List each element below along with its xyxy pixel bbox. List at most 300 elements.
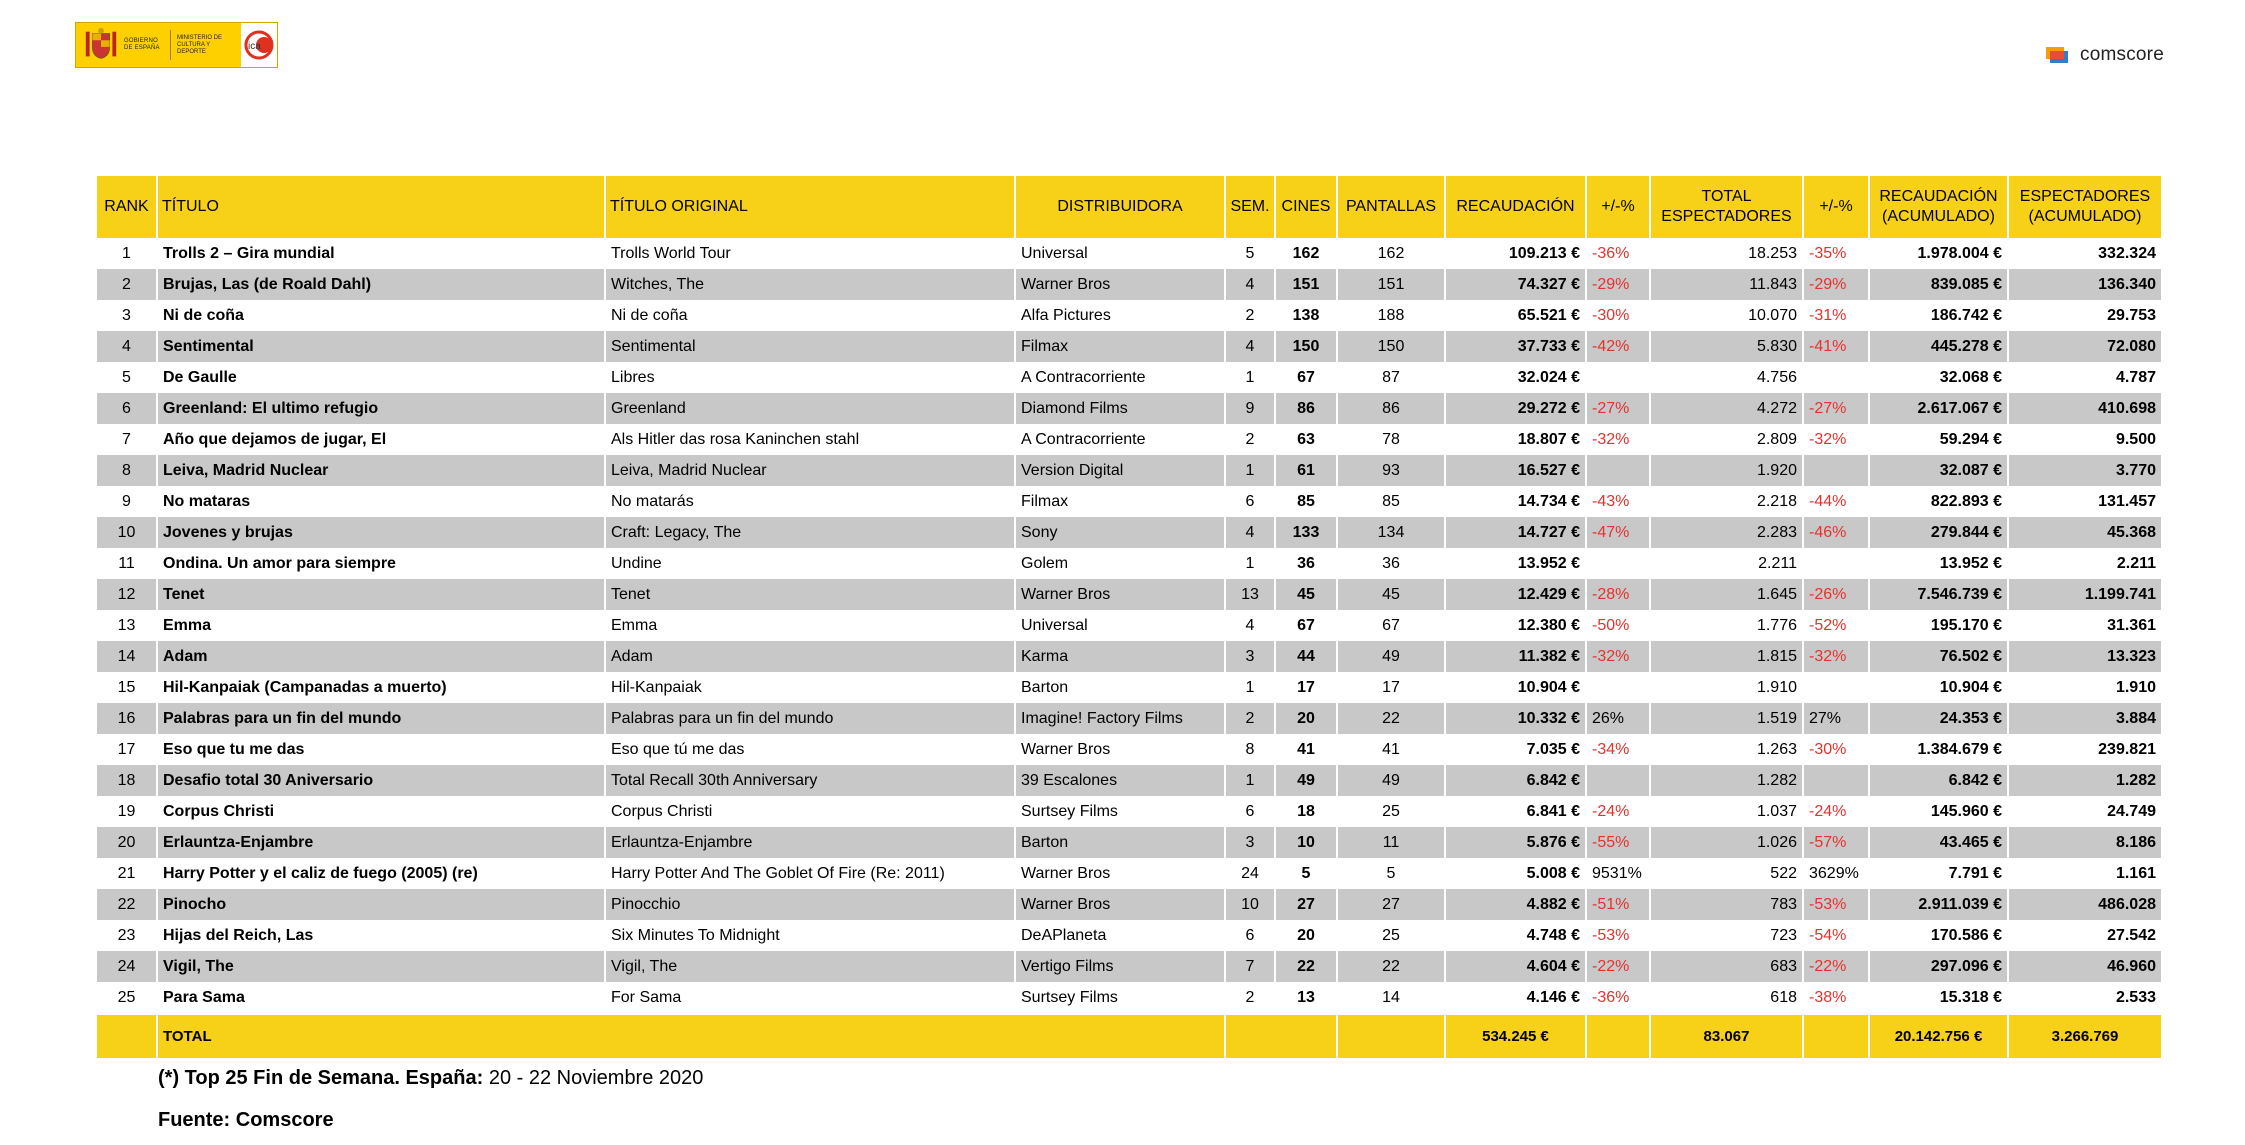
header-espectadores-acumulado: ESPECTADORES (ACUMULADO) <box>2008 176 2162 238</box>
cell-distribuidora: Sony <box>1015 517 1225 548</box>
cell-total-espectadores: 2.218 <box>1650 486 1803 517</box>
footnote-title: (*) Top 25 Fin de Semana. España: <box>158 1067 484 1089</box>
table-row <box>97 486 2162 517</box>
cell-pantallas: 78 <box>1337 424 1445 455</box>
total-recaudacion-acumulado: 20.142.756 € <box>1869 1014 2008 1058</box>
cell-pantallas: 87 <box>1337 362 1445 393</box>
cell-variacion-espectadores: -26% <box>1803 579 1869 610</box>
cell-recaudacion: 6.842 € <box>1445 765 1586 796</box>
cell-total-espectadores: 11.843 <box>1650 269 1803 300</box>
cell-espectadores-acumulado: 2.211 <box>2008 548 2162 579</box>
cell-espectadores-acumulado: 1.161 <box>2008 858 2162 889</box>
table-body <box>97 238 2162 1014</box>
cell-recaudacion: 14.727 € <box>1445 517 1586 548</box>
cell-titulo-original: Harry Potter And The Goblet Of Fire (Re: 2011) <box>605 858 1015 889</box>
cell-espectadores-acumulado: 9.500 <box>2008 424 2162 455</box>
cell-espectadores-acumulado: 13.323 <box>2008 641 2162 672</box>
cell-semanas: 10 <box>1225 889 1275 920</box>
cell-total-espectadores: 4.756 <box>1650 362 1803 393</box>
cell-variacion-recaudacion: -34% <box>1586 734 1650 765</box>
cell-distribuidora: Warner Bros <box>1015 858 1225 889</box>
cell-semanas: 24 <box>1225 858 1275 889</box>
comscore-icon <box>2046 45 2072 65</box>
cell-semanas: 4 <box>1225 331 1275 362</box>
cell-distribuidora: Barton <box>1015 827 1225 858</box>
cell-recaudacion-acumulado: 6.842 € <box>1869 765 2008 796</box>
cell-total-espectadores: 2.809 <box>1650 424 1803 455</box>
ministry-logo <box>75 22 278 68</box>
cell-distribuidora: Filmax <box>1015 486 1225 517</box>
cell-total-espectadores: 1.519 <box>1650 703 1803 734</box>
cell-recaudacion: 10.332 € <box>1445 703 1586 734</box>
cell-cines: 10 <box>1275 827 1337 858</box>
cell-variacion-espectadores: -32% <box>1803 641 1869 672</box>
cell-recaudacion: 37.733 € <box>1445 331 1586 362</box>
cell-recaudacion: 4.146 € <box>1445 982 1586 1014</box>
cell-espectadores-acumulado: 31.361 <box>2008 610 2162 641</box>
cell-espectadores-acumulado: 4.787 <box>2008 362 2162 393</box>
cell-variacion-recaudacion: -32% <box>1586 424 1650 455</box>
cell-distribuidora: Universal <box>1015 238 1225 269</box>
cell-semanas: 5 <box>1225 238 1275 269</box>
total-empty-cell <box>1337 1014 1445 1058</box>
cell-espectadores-acumulado: 410.698 <box>2008 393 2162 424</box>
table-row <box>97 889 2162 920</box>
cell-titulo-original: Vigil, The <box>605 951 1015 982</box>
cell-recaudacion: 4.882 € <box>1445 889 1586 920</box>
cell-cines: 17 <box>1275 672 1337 703</box>
cell-distribuidora: Vertigo Films <box>1015 951 1225 982</box>
cell-titulo: Ondina. Un amor para siempre <box>157 548 605 579</box>
cell-recaudacion: 5.876 € <box>1445 827 1586 858</box>
cell-distribuidora: Version Digital <box>1015 455 1225 486</box>
cell-variacion-espectadores <box>1803 765 1869 796</box>
footnote-dates: 20 - 22 Noviembre 2020 <box>483 1067 704 1089</box>
cell-total-espectadores: 1.263 <box>1650 734 1803 765</box>
cell-rank: 10 <box>97 517 157 548</box>
cell-distribuidora: DeAPlaneta <box>1015 920 1225 951</box>
cell-titulo-original: Leiva, Madrid Nuclear <box>605 455 1015 486</box>
cell-recaudacion-acumulado: 43.465 € <box>1869 827 2008 858</box>
cell-pantallas: 14 <box>1337 982 1445 1014</box>
ica-text: ica <box>248 41 261 52</box>
cell-recaudacion-acumulado: 24.353 € <box>1869 703 2008 734</box>
cell-pantallas: 36 <box>1337 548 1445 579</box>
cell-pantallas: 188 <box>1337 300 1445 331</box>
cell-espectadores-acumulado: 72.080 <box>2008 331 2162 362</box>
cell-titulo-original: Craft: Legacy, The <box>605 517 1015 548</box>
cell-distribuidora: Filmax <box>1015 331 1225 362</box>
cell-variacion-recaudacion: -55% <box>1586 827 1650 858</box>
cell-espectadores-acumulado: 29.753 <box>2008 300 2162 331</box>
cell-rank: 3 <box>97 300 157 331</box>
cell-titulo-original: Greenland <box>605 393 1015 424</box>
cell-variacion-recaudacion: -32% <box>1586 641 1650 672</box>
cell-variacion-recaudacion <box>1586 765 1650 796</box>
cell-pantallas: 25 <box>1337 796 1445 827</box>
cell-pantallas: 85 <box>1337 486 1445 517</box>
cell-rank: 23 <box>97 920 157 951</box>
cell-cines: 63 <box>1275 424 1337 455</box>
cell-rank: 11 <box>97 548 157 579</box>
cell-pantallas: 93 <box>1337 455 1445 486</box>
table-row <box>97 858 2162 889</box>
cell-recaudacion-acumulado: 445.278 € <box>1869 331 2008 362</box>
cell-titulo: Año que dejamos de jugar, El <box>157 424 605 455</box>
cell-titulo-original: Ni de coña <box>605 300 1015 331</box>
cell-recaudacion-acumulado: 76.502 € <box>1869 641 2008 672</box>
cell-semanas: 3 <box>1225 827 1275 858</box>
cell-variacion-recaudacion: -36% <box>1586 238 1650 269</box>
cell-recaudacion: 29.272 € <box>1445 393 1586 424</box>
cell-titulo: Vigil, The <box>157 951 605 982</box>
cell-variacion-recaudacion: 26% <box>1586 703 1650 734</box>
cell-variacion-recaudacion <box>1586 455 1650 486</box>
cell-titulo-original: No matarás <box>605 486 1015 517</box>
table-row <box>97 455 2162 486</box>
source-note: Fuente: Comscore <box>158 1109 334 1131</box>
cell-variacion-espectadores: -29% <box>1803 269 1869 300</box>
table-row <box>97 703 2162 734</box>
cell-titulo-original: For Sama <box>605 982 1015 1014</box>
total-label: TOTAL <box>157 1014 1225 1058</box>
total-espectadores-acumulado: 3.266.769 <box>2008 1014 2162 1058</box>
header-titulo-original: TÍTULO ORIGINAL <box>605 176 1015 238</box>
cell-semanas: 4 <box>1225 269 1275 300</box>
cell-rank: 12 <box>97 579 157 610</box>
cell-rank: 7 <box>97 424 157 455</box>
table-row <box>97 641 2162 672</box>
cell-espectadores-acumulado: 332.324 <box>2008 238 2162 269</box>
table-row <box>97 796 2162 827</box>
cell-semanas: 2 <box>1225 982 1275 1014</box>
comscore-logo <box>2046 44 2164 66</box>
cell-recaudacion-acumulado: 59.294 € <box>1869 424 2008 455</box>
cell-total-espectadores: 1.037 <box>1650 796 1803 827</box>
cell-variacion-espectadores: -57% <box>1803 827 1869 858</box>
cell-cines: 44 <box>1275 641 1337 672</box>
cell-titulo-original: Trolls World Tour <box>605 238 1015 269</box>
cell-rank: 4 <box>97 331 157 362</box>
cell-variacion-espectadores: -24% <box>1803 796 1869 827</box>
cell-variacion-recaudacion: -50% <box>1586 610 1650 641</box>
cell-recaudacion: 14.734 € <box>1445 486 1586 517</box>
cell-rank: 20 <box>97 827 157 858</box>
cell-recaudacion: 16.527 € <box>1445 455 1586 486</box>
cell-semanas: 6 <box>1225 920 1275 951</box>
cell-pantallas: 25 <box>1337 920 1445 951</box>
cell-distribuidora: Surtsey Films <box>1015 982 1225 1014</box>
table-row <box>97 331 2162 362</box>
cell-semanas: 4 <box>1225 610 1275 641</box>
cell-espectadores-acumulado: 27.542 <box>2008 920 2162 951</box>
cell-recaudacion: 32.024 € <box>1445 362 1586 393</box>
cell-pantallas: 134 <box>1337 517 1445 548</box>
cell-recaudacion-acumulado: 1.978.004 € <box>1869 238 2008 269</box>
cell-variacion-espectadores: -41% <box>1803 331 1869 362</box>
cell-cines: 20 <box>1275 703 1337 734</box>
table-row <box>97 982 2162 1014</box>
cell-cines: 67 <box>1275 362 1337 393</box>
cell-titulo: Tenet <box>157 579 605 610</box>
cell-recaudacion: 12.429 € <box>1445 579 1586 610</box>
cell-titulo-original: Emma <box>605 610 1015 641</box>
cell-espectadores-acumulado: 1.199.741 <box>2008 579 2162 610</box>
cell-variacion-espectadores <box>1803 548 1869 579</box>
cell-total-espectadores: 1.776 <box>1650 610 1803 641</box>
cell-variacion-espectadores <box>1803 672 1869 703</box>
cell-rank: 17 <box>97 734 157 765</box>
total-row <box>97 1014 2162 1058</box>
cell-total-espectadores: 1.910 <box>1650 672 1803 703</box>
cell-pantallas: 49 <box>1337 641 1445 672</box>
cell-semanas: 3 <box>1225 641 1275 672</box>
cell-distribuidora: Warner Bros <box>1015 889 1225 920</box>
cell-variacion-espectadores <box>1803 455 1869 486</box>
cell-total-espectadores: 683 <box>1650 951 1803 982</box>
total-empty-cell <box>1225 1014 1337 1058</box>
cell-semanas: 7 <box>1225 951 1275 982</box>
cell-pantallas: 49 <box>1337 765 1445 796</box>
cell-rank: 6 <box>97 393 157 424</box>
cell-recaudacion: 11.382 € <box>1445 641 1586 672</box>
ministry-text: MINISTERIO DE CULTURA Y DEPORTE <box>177 34 223 55</box>
table-row <box>97 827 2162 858</box>
cell-titulo: Para Sama <box>157 982 605 1014</box>
cell-rank: 8 <box>97 455 157 486</box>
cell-variacion-recaudacion: -47% <box>1586 517 1650 548</box>
cell-cines: 5 <box>1275 858 1337 889</box>
cell-titulo-original: Sentimental <box>605 331 1015 362</box>
cell-total-espectadores: 1.815 <box>1650 641 1803 672</box>
cell-rank: 2 <box>97 269 157 300</box>
cell-variacion-recaudacion <box>1586 548 1650 579</box>
cell-titulo-original: Tenet <box>605 579 1015 610</box>
cell-distribuidora: Surtsey Films <box>1015 796 1225 827</box>
cell-titulo-original: Adam <box>605 641 1015 672</box>
cell-semanas: 1 <box>1225 765 1275 796</box>
cell-semanas: 4 <box>1225 517 1275 548</box>
cell-variacion-espectadores: -52% <box>1803 610 1869 641</box>
cell-rank: 15 <box>97 672 157 703</box>
cell-titulo-original: Corpus Christi <box>605 796 1015 827</box>
table-row <box>97 672 2162 703</box>
cell-rank: 19 <box>97 796 157 827</box>
cell-cines: 151 <box>1275 269 1337 300</box>
cell-variacion-recaudacion: 9531% <box>1586 858 1650 889</box>
cell-variacion-recaudacion: -22% <box>1586 951 1650 982</box>
cell-titulo: Desafio total 30 Aniversario <box>157 765 605 796</box>
cell-cines: 27 <box>1275 889 1337 920</box>
cell-variacion-recaudacion: -53% <box>1586 920 1650 951</box>
total-recaudacion: 534.245 € <box>1445 1014 1586 1058</box>
cell-total-espectadores: 783 <box>1650 889 1803 920</box>
cell-titulo: Trolls 2 – Gira mundial <box>157 238 605 269</box>
government-text: GOBIERNO DE ESPAÑA <box>124 38 160 51</box>
header-total-espectadores: TOTAL ESPECTADORES <box>1650 176 1803 238</box>
table-row <box>97 300 2162 331</box>
cell-variacion-recaudacion: -36% <box>1586 982 1650 1014</box>
cell-semanas: 6 <box>1225 486 1275 517</box>
cell-pantallas: 11 <box>1337 827 1445 858</box>
cell-espectadores-acumulado: 131.457 <box>2008 486 2162 517</box>
cell-recaudacion: 7.035 € <box>1445 734 1586 765</box>
header-variacion-recaudacion: +/-% <box>1586 176 1650 238</box>
cell-recaudacion: 4.604 € <box>1445 951 1586 982</box>
cell-titulo-original: Palabras para un fin del mundo <box>605 703 1015 734</box>
table-header <box>97 176 2162 238</box>
cell-distribuidora: A Contracorriente <box>1015 362 1225 393</box>
table-row <box>97 424 2162 455</box>
logo-divider <box>170 30 171 60</box>
cell-distribuidora: Warner Bros <box>1015 269 1225 300</box>
table-row <box>97 238 2162 269</box>
cell-recaudacion-acumulado: 1.384.679 € <box>1869 734 2008 765</box>
cell-titulo: Greenland: El ultimo refugio <box>157 393 605 424</box>
cell-titulo: Pinocho <box>157 889 605 920</box>
cell-espectadores-acumulado: 136.340 <box>2008 269 2162 300</box>
header-cines: CINES <box>1275 176 1337 238</box>
cell-rank: 24 <box>97 951 157 982</box>
cell-recaudacion: 5.008 € <box>1445 858 1586 889</box>
cell-espectadores-acumulado: 1.910 <box>2008 672 2162 703</box>
cell-distribuidora: Alfa Pictures <box>1015 300 1225 331</box>
cell-semanas: 13 <box>1225 579 1275 610</box>
cell-cines: 22 <box>1275 951 1337 982</box>
cell-variacion-recaudacion: -51% <box>1586 889 1650 920</box>
cell-titulo-original: Witches, The <box>605 269 1015 300</box>
cell-semanas: 1 <box>1225 455 1275 486</box>
cell-cines: 13 <box>1275 982 1337 1014</box>
cell-variacion-espectadores: 27% <box>1803 703 1869 734</box>
cell-espectadores-acumulado: 2.533 <box>2008 982 2162 1014</box>
cell-variacion-espectadores <box>1803 362 1869 393</box>
cell-total-espectadores: 18.253 <box>1650 238 1803 269</box>
cell-recaudacion-acumulado: 15.318 € <box>1869 982 2008 1014</box>
cell-total-espectadores: 4.272 <box>1650 393 1803 424</box>
cell-titulo: Brujas, Las (de Roald Dahl) <box>157 269 605 300</box>
table-row <box>97 393 2162 424</box>
cell-total-espectadores: 2.211 <box>1650 548 1803 579</box>
table-row <box>97 951 2162 982</box>
cell-semanas: 2 <box>1225 300 1275 331</box>
cell-pantallas: 5 <box>1337 858 1445 889</box>
footnote <box>158 1067 703 1090</box>
cell-cines: 20 <box>1275 920 1337 951</box>
cell-titulo: Emma <box>157 610 605 641</box>
cell-recaudacion: 18.807 € <box>1445 424 1586 455</box>
cell-recaudacion-acumulado: 32.068 € <box>1869 362 2008 393</box>
cell-titulo-original: Als Hitler das rosa Kaninchen stahl <box>605 424 1015 455</box>
cell-recaudacion-acumulado: 279.844 € <box>1869 517 2008 548</box>
coat-of-arms-icon <box>82 26 120 64</box>
cell-rank: 21 <box>97 858 157 889</box>
cell-semanas: 8 <box>1225 734 1275 765</box>
cell-recaudacion-acumulado: 7.546.739 € <box>1869 579 2008 610</box>
cell-distribuidora: Golem <box>1015 548 1225 579</box>
cell-total-espectadores: 1.645 <box>1650 579 1803 610</box>
cell-distribuidora: Karma <box>1015 641 1225 672</box>
cell-variacion-recaudacion: -27% <box>1586 393 1650 424</box>
cell-variacion-espectadores: 3629% <box>1803 858 1869 889</box>
cell-variacion-espectadores: -30% <box>1803 734 1869 765</box>
cell-semanas: 2 <box>1225 703 1275 734</box>
cell-rank: 1 <box>97 238 157 269</box>
cell-recaudacion-acumulado: 7.791 € <box>1869 858 2008 889</box>
cell-rank: 5 <box>97 362 157 393</box>
table-row <box>97 362 2162 393</box>
cell-semanas: 9 <box>1225 393 1275 424</box>
cell-titulo-original: Undine <box>605 548 1015 579</box>
cell-total-espectadores: 723 <box>1650 920 1803 951</box>
header-semanas: SEM. <box>1225 176 1275 238</box>
header-rank: RANK <box>97 176 157 238</box>
cell-titulo: Sentimental <box>157 331 605 362</box>
cell-recaudacion-acumulado: 145.960 € <box>1869 796 2008 827</box>
cell-pantallas: 151 <box>1337 269 1445 300</box>
cell-variacion-espectadores: -31% <box>1803 300 1869 331</box>
cell-variacion-espectadores: -46% <box>1803 517 1869 548</box>
cell-variacion-recaudacion: -28% <box>1586 579 1650 610</box>
table-row <box>97 517 2162 548</box>
cell-recaudacion: 10.904 € <box>1445 672 1586 703</box>
cell-recaudacion-acumulado: 10.904 € <box>1869 672 2008 703</box>
cell-titulo: Eso que tu me das <box>157 734 605 765</box>
cell-titulo: Erlauntza-Enjambre <box>157 827 605 858</box>
cell-total-espectadores: 1.026 <box>1650 827 1803 858</box>
cell-recaudacion-acumulado: 186.742 € <box>1869 300 2008 331</box>
cell-total-espectadores: 1.920 <box>1650 455 1803 486</box>
cell-espectadores-acumulado: 239.821 <box>2008 734 2162 765</box>
ica-logo <box>241 23 277 67</box>
cell-titulo: Leiva, Madrid Nuclear <box>157 455 605 486</box>
table-row <box>97 579 2162 610</box>
cell-pantallas: 22 <box>1337 703 1445 734</box>
cell-pantallas: 27 <box>1337 889 1445 920</box>
cell-cines: 36 <box>1275 548 1337 579</box>
cell-cines: 85 <box>1275 486 1337 517</box>
cell-pantallas: 17 <box>1337 672 1445 703</box>
cell-pantallas: 67 <box>1337 610 1445 641</box>
cell-variacion-recaudacion <box>1586 362 1650 393</box>
cell-titulo: Adam <box>157 641 605 672</box>
cell-titulo-original: Pinocchio <box>605 889 1015 920</box>
cell-total-espectadores: 5.830 <box>1650 331 1803 362</box>
ica-icon <box>244 30 274 60</box>
cell-espectadores-acumulado: 46.960 <box>2008 951 2162 982</box>
table-row <box>97 610 2162 641</box>
cell-distribuidora: Imagine! Factory Films <box>1015 703 1225 734</box>
cell-recaudacion: 65.521 € <box>1445 300 1586 331</box>
cell-titulo: Palabras para un fin del mundo <box>157 703 605 734</box>
cell-recaudacion: 6.841 € <box>1445 796 1586 827</box>
cell-rank: 18 <box>97 765 157 796</box>
cell-variacion-espectadores: -54% <box>1803 920 1869 951</box>
cell-distribuidora: Warner Bros <box>1015 734 1225 765</box>
cell-cines: 61 <box>1275 455 1337 486</box>
cell-recaudacion: 12.380 € <box>1445 610 1586 641</box>
cell-pantallas: 45 <box>1337 579 1445 610</box>
cell-recaudacion-acumulado: 2.617.067 € <box>1869 393 2008 424</box>
header-pantallas: PANTALLAS <box>1337 176 1445 238</box>
cell-recaudacion-acumulado: 2.911.039 € <box>1869 889 2008 920</box>
table-row <box>97 920 2162 951</box>
cell-titulo: Ni de coña <box>157 300 605 331</box>
cell-titulo-original: Total Recall 30th Anniversary <box>605 765 1015 796</box>
cell-distribuidora: 39 Escalones <box>1015 765 1225 796</box>
cell-pantallas: 41 <box>1337 734 1445 765</box>
cell-variacion-recaudacion: -43% <box>1586 486 1650 517</box>
